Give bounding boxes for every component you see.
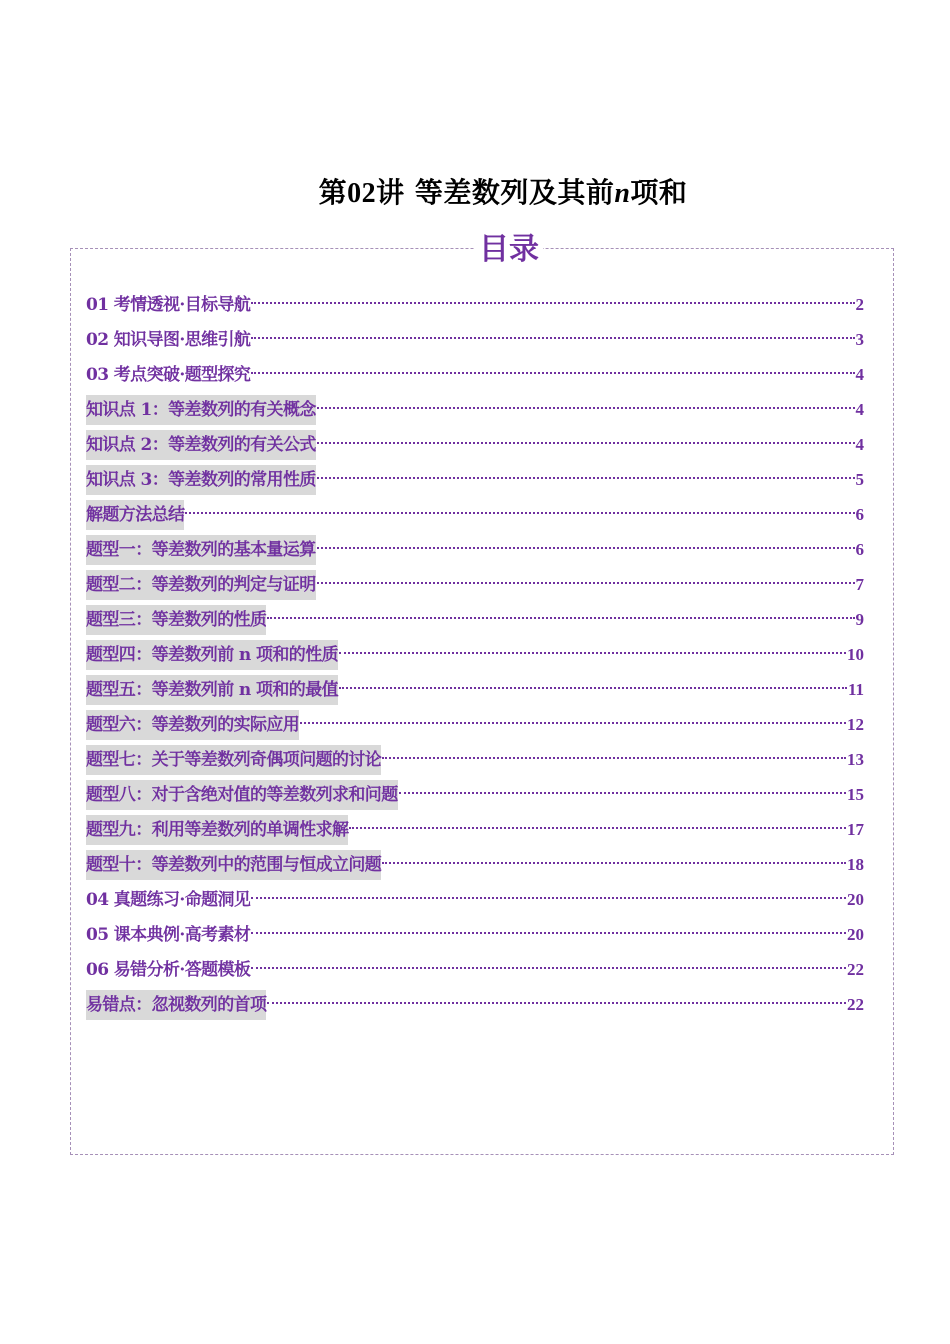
title-middle: 讲 等差数列及其前	[376, 175, 615, 209]
toc-box	[70, 232, 894, 1155]
toc-entry-page-number: 10	[847, 645, 864, 664]
toc-entry[interactable]	[86, 710, 864, 745]
toc-entry-page-number: 17	[847, 820, 864, 839]
toc-entry[interactable]	[86, 395, 864, 430]
toc-entry-label: 题型二：等差数列的判定与证明	[86, 570, 316, 600]
toc-entry-page-number: 3	[855, 330, 864, 349]
toc-entry-page-number: 5	[855, 470, 864, 489]
toc-dot-leader	[339, 652, 846, 654]
toc-entry[interactable]	[86, 675, 864, 710]
toc-heading-text: 目录	[475, 232, 543, 267]
title-prefix: 第	[318, 175, 348, 209]
page-title	[0, 171, 950, 211]
toc-entry-label: 知识点 2：等差数列的有关公式	[86, 430, 316, 460]
toc-entry-label: 知识点 1：等差数列的有关概念	[86, 395, 316, 425]
toc-entry-label: 01 考情透视·目标导航	[86, 295, 251, 315]
toc-entry[interactable]	[86, 780, 864, 815]
toc-entry[interactable]	[86, 885, 864, 920]
toc-entry[interactable]	[86, 920, 864, 955]
toc-entry-page-number: 4	[855, 365, 864, 384]
toc-entry[interactable]	[86, 640, 864, 675]
toc-dot-leader	[339, 687, 847, 689]
toc-entry-label: 知识点 3：等差数列的常用性质	[86, 465, 316, 495]
toc-entry-label: 题型四：等差数列前 n 项和的性质	[86, 640, 338, 670]
toc-entry-page-number: 11	[847, 680, 864, 699]
toc-dot-leader	[251, 932, 846, 934]
toc-entry-page-number: 20	[847, 925, 864, 944]
toc-entry[interactable]	[86, 360, 864, 395]
toc-entry-label: 题型七：关于等差数列奇偶项问题的讨论	[86, 745, 381, 775]
toc-dot-leader	[251, 967, 846, 969]
toc-entry-page-number: 2	[855, 295, 864, 314]
toc-entry-label: 题型六：等差数列的实际应用	[86, 710, 299, 740]
toc-entry[interactable]	[86, 290, 864, 325]
toc-entry-label: 题型八：对于含绝对值的等差数列求和问题	[86, 780, 398, 810]
toc-entry-label: 题型一：等差数列的基本量运算	[86, 535, 316, 565]
toc-dot-leader	[317, 477, 855, 479]
toc-entry-label: 题型三：等差数列的性质	[86, 605, 266, 635]
toc-dot-leader	[382, 862, 846, 864]
toc-entry-label: 题型九：利用等差数列的单调性求解	[86, 815, 348, 845]
toc-dot-leader	[185, 512, 854, 514]
toc-entry-label: 题型五：等差数列前 n 项和的最值	[86, 675, 338, 705]
title-suffix: 项和	[630, 175, 688, 209]
toc-entry-page-number: 6	[855, 540, 864, 559]
toc-dot-leader	[382, 757, 846, 759]
toc-entry[interactable]	[86, 955, 864, 990]
toc-entry-page-number: 18	[847, 855, 864, 874]
toc-list	[86, 290, 864, 1025]
toc-entry-page-number: 20	[847, 890, 864, 909]
toc-dot-leader	[267, 617, 854, 619]
toc-entry-label: 02 知识导图·思维引航	[86, 330, 251, 350]
toc-entry[interactable]	[86, 430, 864, 465]
toc-entry[interactable]	[86, 745, 864, 780]
toc-heading	[71, 232, 947, 268]
toc-entry-page-number: 4	[855, 435, 864, 454]
toc-dot-leader	[251, 337, 854, 339]
toc-entry-label: 易错点：忽视数列的首项	[86, 990, 266, 1020]
toc-entry-label: 04 真题练习·命题洞见	[86, 890, 251, 910]
toc-entry[interactable]	[86, 325, 864, 360]
title-italic-variable: n	[614, 177, 631, 209]
toc-dot-leader	[251, 897, 846, 899]
toc-dot-leader	[251, 372, 854, 374]
toc-entry-label: 03 考点突破·题型探究	[86, 365, 251, 385]
toc-entry[interactable]	[86, 500, 864, 535]
toc-entry[interactable]	[86, 850, 864, 885]
toc-entry[interactable]	[86, 815, 864, 850]
toc-dot-leader	[317, 442, 855, 444]
toc-entry[interactable]	[86, 990, 864, 1025]
toc-entry[interactable]	[86, 535, 864, 570]
toc-entry-page-number: 13	[847, 750, 864, 769]
toc-dot-leader	[267, 1002, 846, 1004]
toc-dot-leader	[349, 827, 846, 829]
toc-entry-page-number: 7	[855, 575, 864, 594]
toc-dot-leader	[317, 547, 855, 549]
title-lecture-number: 02	[347, 177, 377, 209]
toc-dot-leader	[300, 722, 846, 724]
toc-entry-label: 06 易错分析·答题模板	[86, 960, 251, 980]
toc-entry-label: 解题方法总结	[86, 500, 184, 530]
toc-entry[interactable]	[86, 465, 864, 500]
toc-dot-leader	[251, 302, 854, 304]
toc-entry-page-number: 22	[847, 995, 864, 1014]
toc-entry[interactable]	[86, 605, 864, 640]
toc-dot-leader	[399, 792, 846, 794]
toc-entry-page-number: 9	[855, 610, 864, 629]
toc-entry-page-number: 22	[847, 960, 864, 979]
toc-dot-leader	[317, 407, 855, 409]
toc-entry-page-number: 15	[847, 785, 864, 804]
toc-dot-leader	[317, 582, 855, 584]
toc-entry-page-number: 4	[855, 400, 864, 419]
toc-entry[interactable]	[86, 570, 864, 605]
toc-entry-label: 05 课本典例·高考素材	[86, 925, 251, 945]
toc-entry-page-number: 6	[855, 505, 864, 524]
toc-entry-page-number: 12	[847, 715, 864, 734]
toc-entry-label: 题型十：等差数列中的范围与恒成立问题	[86, 850, 381, 880]
